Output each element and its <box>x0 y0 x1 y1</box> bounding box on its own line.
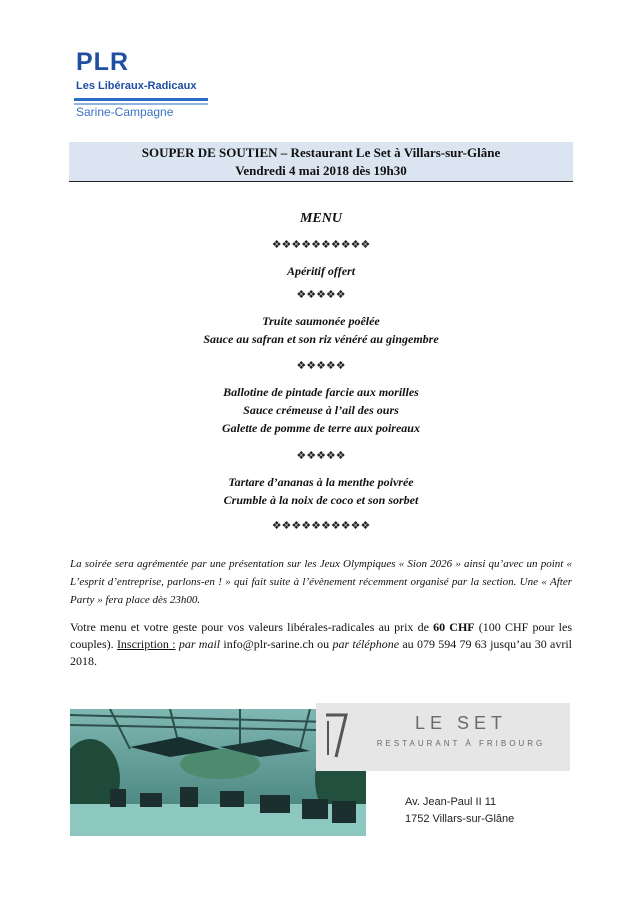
by-phone-label: par téléphone <box>332 637 400 651</box>
menu-separator: ❖❖❖❖❖ <box>296 450 346 462</box>
course1-line1: Truite saumonée poêlée <box>262 314 380 328</box>
couple-price: (100 CHF pour les couples). <box>70 620 572 651</box>
logo-region: Sarine-Campagne <box>76 105 174 119</box>
menu-aperitif: Apéritif offert <box>286 264 356 278</box>
menu-title: MENU <box>299 211 342 226</box>
event-description: La soirée sera agrémentée par une présentation sur les Jeux Olympiques « Sion 2026 » ainsi qu’avec un point « L’esprit d’entreprise, parlons-en ! » qui fait suite à l’évènement récemment organisé par la section. Une « After Party » fera place dès 23h00. <box>70 558 572 606</box>
le-set-mark-icon <box>324 711 348 761</box>
deadline-text: jusqu’au 30 avril 2018. <box>70 637 572 668</box>
inscription-label: Inscription : <box>116 637 176 651</box>
menu-separator: ❖❖❖❖❖❖❖❖❖❖ <box>271 520 371 532</box>
menu-separator: ❖❖❖❖❖❖❖❖❖❖ <box>271 239 371 251</box>
logo-brand: PLR <box>76 48 129 76</box>
phone-number: au 079 594 79 63 <box>399 637 487 651</box>
course3-line1: Tartare d’ananas à la menthe poivrée <box>228 475 414 489</box>
email-link[interactable]: info@plr-sarine.ch <box>223 637 314 651</box>
event-header <box>69 142 573 182</box>
course1-line2: Sauce au safran et son riz vénéré au gingembre <box>203 332 439 346</box>
event-title: SOUPER DE SOUTIEN – Restaurant Le Set à Villars-sur-Glâne <box>141 145 501 160</box>
course2-line1: Ballotine de pintade farcie aux morilles <box>223 385 419 399</box>
restaurant-address <box>405 794 514 828</box>
price-text: Votre menu et votre geste pour vos valeurs libérales-radicales au prix de <box>70 620 434 634</box>
menu-separator: ❖❖❖❖❖ <box>296 289 346 301</box>
price-info <box>70 619 572 670</box>
course3-line2: Crumble à la noix de coco et son sorbet <box>223 493 419 507</box>
menu-separator: ❖❖❖❖❖ <box>296 360 346 372</box>
logo-tagline: Les Libéraux-Radicaux <box>76 80 197 92</box>
logo-rule <box>74 98 208 101</box>
restaurant-subtitle: RESTAURANT À FRIBOURG <box>376 739 546 748</box>
restaurant-name: LE SET <box>414 713 508 733</box>
address-line1: Av. Jean-Paul II 11 <box>405 796 497 808</box>
or-text: ou <box>313 637 333 651</box>
price-value: 60 CHF <box>433 620 475 634</box>
le-set-logo <box>316 703 570 771</box>
course2-line2: Sauce crémeuse à l’ail des ours <box>243 403 399 417</box>
event-date: Vendredi 4 mai 2018 dès 19h30 <box>235 163 407 178</box>
by-mail-label: par mail <box>175 637 224 651</box>
address-line2: 1752 Villars-sur-Glâne <box>405 813 515 825</box>
course2-line3: Galette de pomme de terre aux poireaux <box>222 421 420 435</box>
plr-logo <box>74 48 214 124</box>
